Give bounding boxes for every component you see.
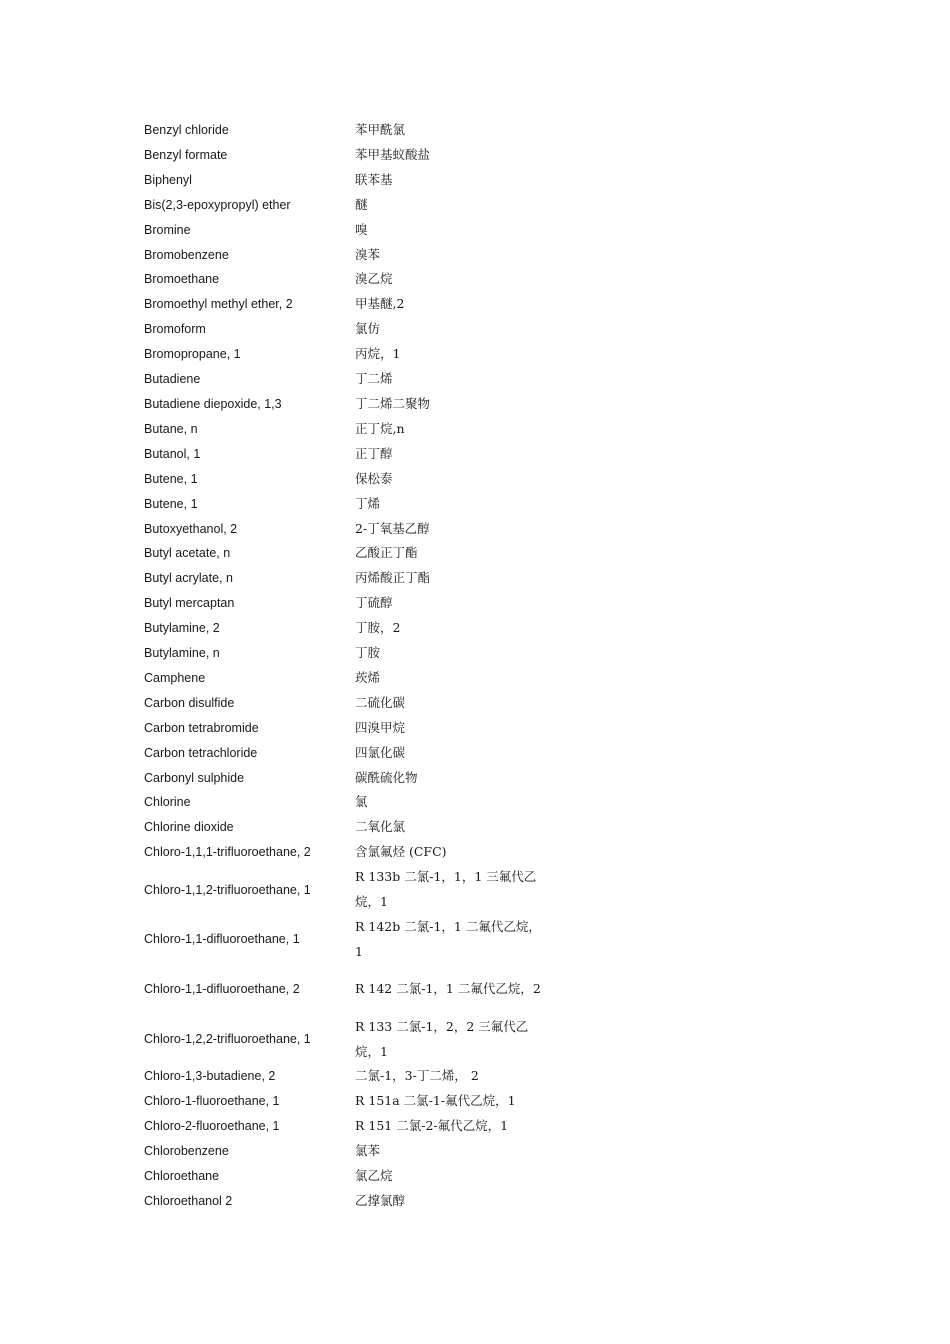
chinese-term: 甲基醚,2	[355, 296, 405, 312]
chinese-term: 丁胺	[355, 645, 381, 661]
chinese-term: 莰烯	[355, 669, 381, 685]
chinese-term: 氯苯	[355, 1143, 381, 1159]
glossary-row	[144, 392, 564, 417]
glossary-row	[144, 342, 564, 367]
english-term: Bromobenzene	[144, 247, 229, 262]
chinese-term: 含氯氟烃 (CFC)	[355, 844, 447, 860]
glossary-row	[144, 616, 564, 641]
chinese-term: 四溴甲烷	[355, 719, 406, 735]
glossary-row	[144, 317, 564, 342]
glossary-row	[144, 666, 564, 691]
english-term: Chloroethanol 2	[144, 1193, 233, 1208]
english-term: Benzyl formate	[144, 147, 228, 162]
chinese-term: R 133 二氯-1，2，2 三氟代乙烷，1	[355, 1018, 529, 1059]
english-term: Chloro-1,1-difluoroethane, 2	[144, 982, 300, 997]
glossary-row	[144, 467, 564, 492]
glossary-row	[144, 965, 564, 1015]
glossary-row	[144, 566, 564, 591]
english-term: Chloro-1,1,1-trifluoroethane, 2	[144, 845, 311, 860]
english-term: Butylamine, n	[144, 646, 220, 661]
chinese-term: 丁二烯	[355, 371, 393, 387]
glossary-row	[144, 741, 564, 766]
chinese-term: 丙烯酸正丁酯	[355, 570, 431, 586]
chinese-term: 乙酸正丁酯	[355, 545, 418, 561]
chinese-term: R 151 二氯-2-氟代乙烷，1	[355, 1118, 509, 1134]
glossary-row	[144, 541, 564, 566]
glossary-row	[144, 815, 564, 840]
english-term: Bromoform	[144, 322, 206, 337]
chinese-term: 丁硫醇	[355, 595, 393, 611]
english-term: Carbon tetrabromide	[144, 720, 259, 735]
glossary-row	[144, 1164, 564, 1189]
english-term: Butadiene	[144, 372, 201, 387]
chinese-term: 丙烷，1	[355, 346, 401, 362]
glossary-row	[144, 243, 564, 268]
glossary-row	[144, 1189, 564, 1214]
glossary-row	[144, 168, 564, 193]
glossary-row	[144, 641, 564, 666]
english-term: Chloro-2-fluoroethane, 1	[144, 1119, 280, 1134]
chinese-term: 乙撑氯醇	[355, 1192, 406, 1208]
glossary-row	[144, 292, 564, 317]
english-term: Bis(2,3-epoxypropyl) ether	[144, 197, 291, 212]
glossary-row	[144, 865, 564, 915]
glossary-row	[144, 417, 564, 442]
english-term: Carbonyl sulphide	[144, 770, 245, 785]
english-term: Chloro-1,3-butadiene, 2	[144, 1069, 276, 1084]
glossary-row	[144, 442, 564, 467]
glossary-row	[144, 840, 564, 865]
glossary-row	[144, 143, 564, 168]
chinese-term: 二氧化氯	[355, 819, 406, 835]
chinese-term: 碳酰硫化物	[355, 769, 418, 785]
chinese-term: 二氯-1，3-丁二烯， 2	[355, 1068, 479, 1084]
glossary-row	[144, 218, 564, 243]
chinese-term: 丁烯	[355, 495, 381, 511]
chinese-term: 2-丁氧基乙醇	[355, 520, 430, 536]
english-term: Butyl mercaptan	[144, 596, 235, 611]
glossary-row	[144, 1089, 564, 1114]
english-term: Chloroethane	[144, 1169, 220, 1184]
chinese-term: 嗅	[355, 221, 368, 237]
english-term: Chloro-1-fluoroethane, 1	[144, 1094, 280, 1109]
english-term: Chloro-1,1-difluoroethane, 1	[144, 932, 300, 947]
chinese-term: 四氯化碳	[355, 744, 406, 760]
glossary-row	[144, 492, 564, 517]
glossary-row	[144, 1139, 564, 1164]
glossary-row	[144, 716, 564, 741]
chinese-term: R 142 二氯-1，1 二氟代乙烷，2	[355, 981, 541, 997]
english-term: Bromine	[144, 222, 191, 237]
english-term: Butane, n	[144, 421, 198, 436]
glossary-row	[144, 591, 564, 616]
english-term: Chloro-1,1,2-trifluoroethane, 1	[144, 882, 311, 897]
english-term: Chlorobenzene	[144, 1144, 229, 1159]
glossary-row	[144, 267, 564, 292]
english-term: Butene, 1	[144, 496, 198, 511]
chinese-term: 苯甲酰氯	[355, 122, 406, 137]
english-term: Chlorine	[144, 795, 191, 810]
english-term: Butene, 1	[144, 471, 198, 486]
chinese-term: 氯仿	[355, 321, 381, 337]
english-term: Camphene	[144, 670, 206, 685]
chinese-term: 氯	[355, 794, 368, 810]
glossary-row	[144, 367, 564, 392]
glossary-row	[144, 915, 564, 965]
glossary-row	[144, 1064, 564, 1089]
chinese-term: R 142b 二氯-1，1 二氟代乙烷，1	[355, 919, 541, 959]
chemical-glossary-table	[144, 118, 564, 1214]
english-term: Butylamine, 2	[144, 621, 220, 636]
english-term: Benzyl chloride	[144, 123, 229, 137]
chinese-term: 丁胺，2	[355, 620, 401, 636]
english-term: Carbon tetrachloride	[144, 745, 258, 760]
english-term: Butoxyethanol, 2	[144, 521, 238, 536]
glossary-row	[144, 766, 564, 791]
glossary-row	[144, 691, 564, 716]
english-term: Chloro-1,2,2-trifluoroethane, 1	[144, 1032, 311, 1047]
chinese-term: 正丁醇	[355, 445, 393, 461]
chinese-term: 保松泰	[355, 470, 393, 486]
glossary-row	[144, 517, 564, 542]
chinese-term: 溴乙烷	[355, 271, 393, 287]
chinese-term: 联苯基	[355, 171, 393, 187]
english-term: Bromoethane	[144, 272, 220, 287]
english-term: Bromoethyl methyl ether, 2	[144, 297, 293, 312]
glossary-row	[144, 1015, 564, 1065]
glossary-row	[144, 790, 564, 815]
chinese-term: 苯甲基蚁酸盐	[355, 146, 431, 162]
english-term: Butyl acrylate, n	[144, 571, 233, 586]
english-term: Bromopropane, 1	[144, 347, 241, 362]
english-term: Butanol, 1	[144, 446, 201, 461]
chinese-term: 氯乙烷	[355, 1168, 393, 1184]
chinese-term: 醚	[355, 196, 368, 212]
english-term: Butyl acetate, n	[144, 546, 231, 561]
chinese-term: 二硫化碳	[355, 694, 406, 710]
english-term: Chlorine dioxide	[144, 820, 234, 835]
chinese-term: 正丁烷,n	[355, 420, 405, 436]
chinese-term: R 133b 二氯-1，1，1 三氟代乙烷，1	[355, 869, 537, 910]
chinese-term: 溴苯	[355, 246, 381, 262]
english-term: Carbon disulfide	[144, 695, 235, 710]
english-term: Biphenyl	[144, 172, 192, 187]
glossary-row	[144, 118, 564, 143]
english-term: Butadiene diepoxide, 1,3	[144, 396, 282, 411]
chinese-term: R 151a 二氯-1-氟代乙烷，1	[355, 1093, 516, 1109]
glossary-row	[144, 193, 564, 218]
glossary-row	[144, 1114, 564, 1139]
chinese-term: 丁二烯二聚物	[355, 395, 431, 411]
